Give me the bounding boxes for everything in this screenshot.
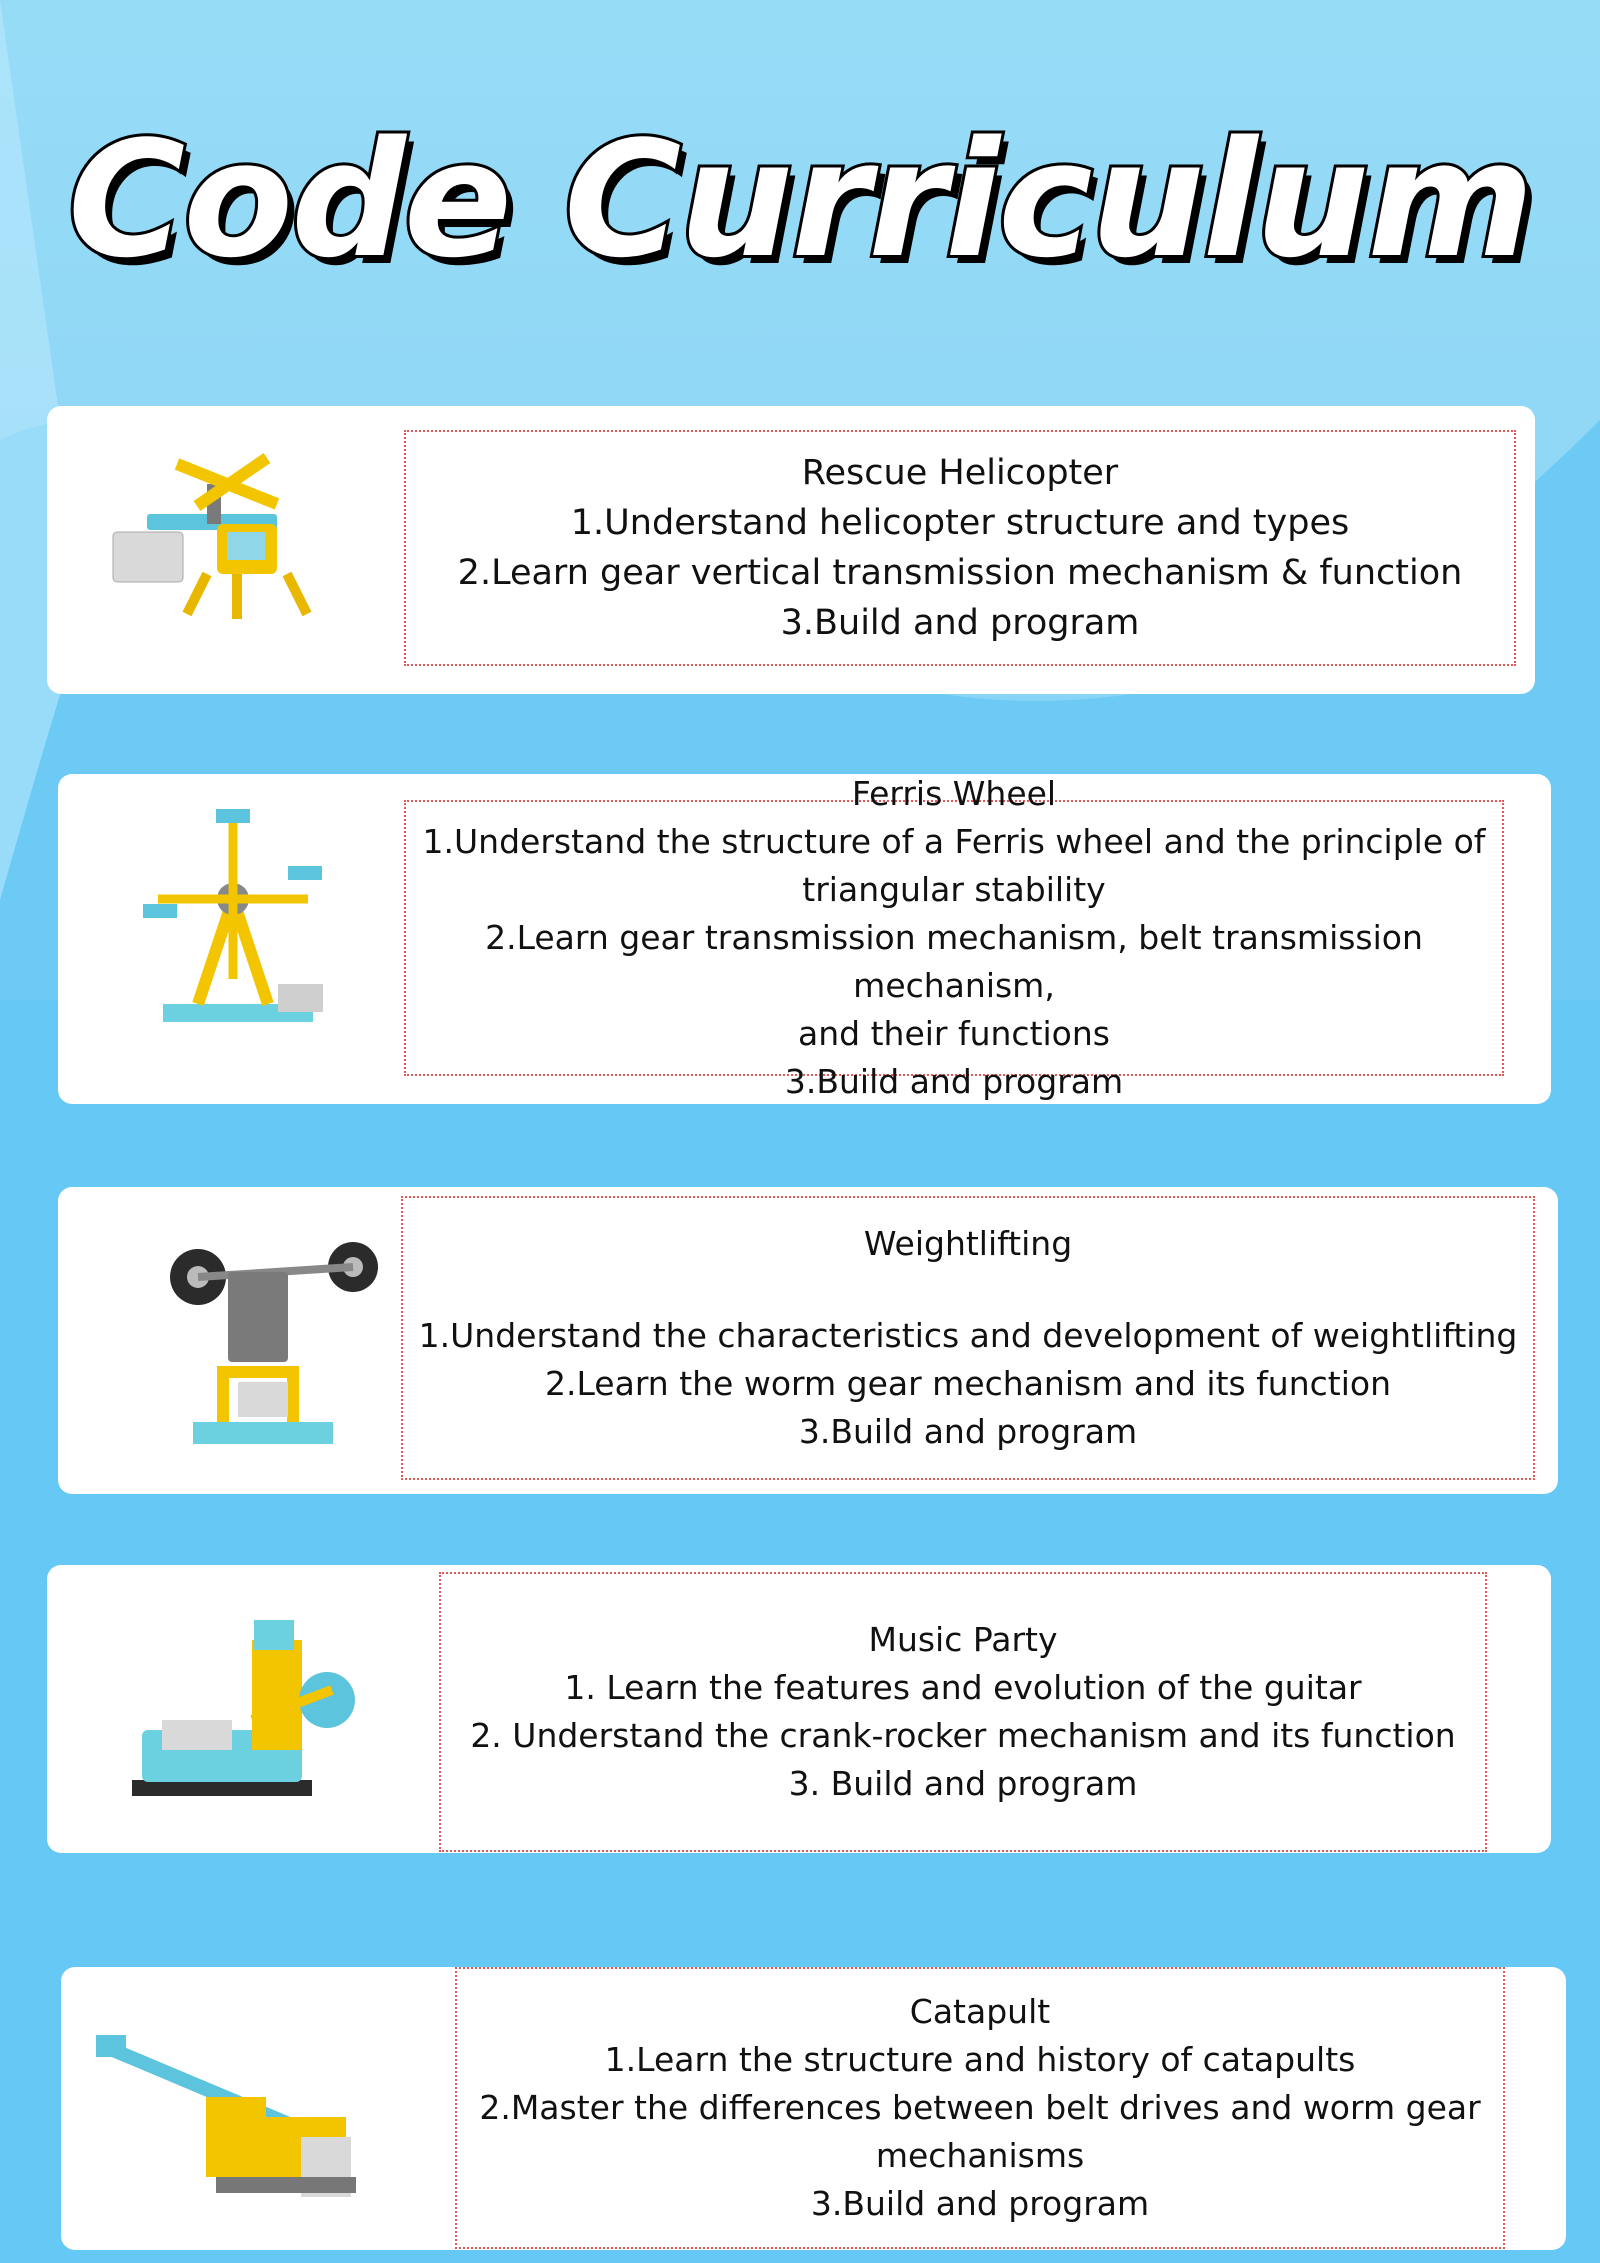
course-objective: 1.Understand helicopter structure and types bbox=[570, 503, 1350, 543]
course-card-rescue-helicopter bbox=[47, 406, 1535, 694]
course-name: Music Party bbox=[868, 1620, 1058, 1659]
course-objective: triangular stability bbox=[802, 870, 1106, 909]
page-title: Code Curriculum bbox=[67, 106, 1533, 293]
helicopter-model-image bbox=[107, 444, 347, 644]
course-objective: 2. Understand the crank-rocker mechanism and its function bbox=[470, 1716, 1456, 1755]
course-objective: 1.Understand the characteristics and development of weightlifting bbox=[418, 1316, 1518, 1355]
course-objective: 1.Learn the structure and history of catapults bbox=[604, 2040, 1356, 2079]
course-description-box bbox=[439, 1572, 1487, 1852]
course-objective: 2.Learn gear transmission mechanism, belt transmission mechanism, bbox=[485, 918, 1423, 1005]
course-objective: 3.Build and program bbox=[784, 1062, 1124, 1101]
course-description-box bbox=[404, 774, 1504, 1101]
course-objective: 1. Learn the features and evolution of the guitar bbox=[564, 1668, 1362, 1707]
weightlifter-model-image bbox=[153, 1232, 383, 1462]
course-card-weightlifting bbox=[58, 1187, 1558, 1494]
course-objective: 2.Learn the worm gear mechanism and its function bbox=[545, 1364, 1391, 1403]
course-objective: 3.Build and program bbox=[798, 1412, 1138, 1451]
course-name: Catapult bbox=[909, 1992, 1051, 2031]
course-objective: 3. Build and program bbox=[788, 1764, 1138, 1803]
course-card-ferris-wheel bbox=[58, 774, 1551, 1104]
course-objective: and their functions bbox=[798, 1014, 1110, 1053]
course-description-box bbox=[455, 1967, 1505, 2249]
course-objective: 3.Build and program bbox=[810, 2184, 1150, 2223]
course-objective: 2.Learn gear vertical transmission mechanism & function bbox=[457, 553, 1463, 593]
course-card-music-party bbox=[47, 1565, 1551, 1853]
course-description-box bbox=[401, 1196, 1535, 1480]
course-name: Ferris Wheel bbox=[851, 774, 1057, 813]
course-objective: 2.Master the differences between belt drives and worm gear bbox=[479, 2088, 1481, 2127]
guitar-robot-model-image bbox=[132, 1620, 362, 1810]
catapult-model-image bbox=[96, 2027, 386, 2217]
course-objective: mechanisms bbox=[875, 2136, 1085, 2175]
course-description-box bbox=[404, 430, 1516, 666]
course-objective: 3.Build and program bbox=[780, 603, 1140, 643]
course-name: Weightlifting bbox=[863, 1224, 1073, 1263]
ferris-wheel-model-image bbox=[138, 804, 338, 1034]
course-objective: 1.Understand the structure of a Ferris wheel and the principle of bbox=[422, 822, 1486, 861]
course-name: Rescue Helicopter bbox=[801, 453, 1119, 493]
course-card-catapult bbox=[61, 1967, 1566, 2250]
